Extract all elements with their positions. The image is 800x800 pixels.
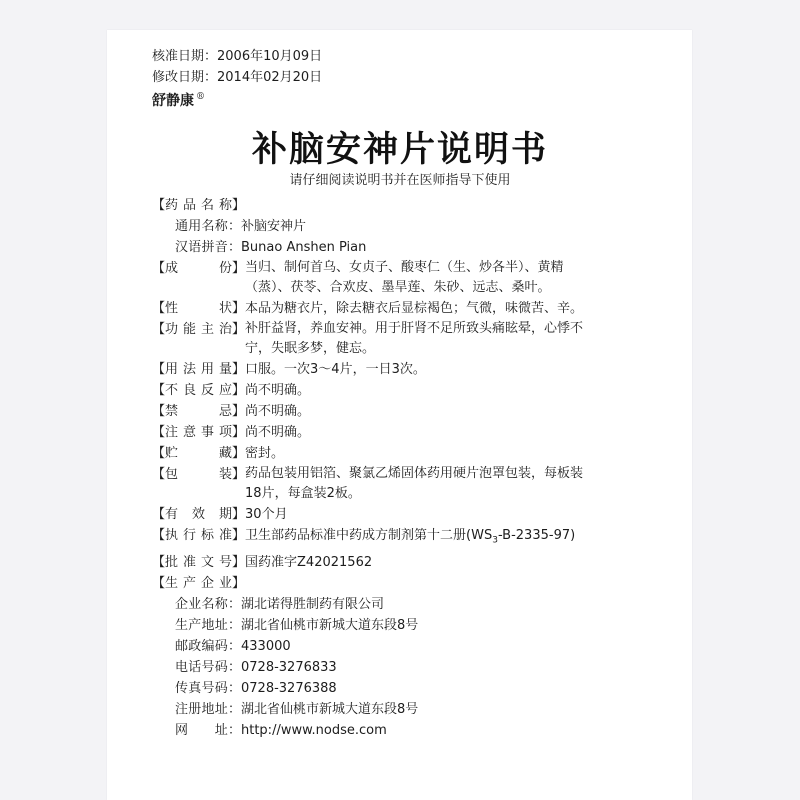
section-value: [245, 525, 592, 552]
brand-text: 舒静康: [152, 93, 194, 109]
standard-subscript: 3: [492, 535, 498, 546]
section-label: 功能主治: [165, 322, 233, 337]
field-value: 0728-3276833: [241, 659, 337, 675]
field-label: 邮政编码：: [175, 638, 241, 654]
field-value: 湖北诺得胜制药有限公司: [241, 596, 385, 612]
section-value: 尚不明确。: [245, 425, 311, 440]
validity-row: 【 有 效 期 】 30个月: [152, 504, 592, 525]
approval-dates: [152, 46, 322, 88]
field-value: 0728-3276388: [241, 680, 337, 696]
section-label: 禁 忌: [165, 404, 233, 419]
generic-name-row: [152, 216, 592, 237]
section-label: 成 份: [165, 261, 233, 276]
field-label: 通用名称：: [175, 219, 241, 234]
section-label: 包 装: [165, 467, 233, 482]
manufacturer-fax-row: [152, 678, 592, 699]
section-label: 用法用量: [165, 362, 233, 377]
field-label: 网 址：: [175, 722, 241, 738]
section-value: 尚不明确。: [245, 404, 311, 419]
package-row: 【 包 装 】 药品包装用铝箔、聚氯乙烯固体药用硬片泡罩包装，每板装18片，每盒装2板。: [152, 464, 592, 504]
leaflet-body: [152, 195, 592, 741]
field-label: 生产地址：: [175, 617, 241, 633]
indications-row: 【 功能主治 】 补肝益肾，养血安神。用于肝肾不足所致头痛眩晕，心悸不宁，失眠多梦，健忘。: [152, 319, 592, 359]
section-label: 执行标准: [165, 528, 233, 543]
section-label: 批准文号: [165, 554, 233, 570]
pinyin-row: [152, 237, 592, 258]
manufacturer-website-row: [152, 720, 592, 741]
section-label: 注意事项: [165, 425, 233, 440]
section-value: 国药准字Z42021562: [245, 554, 373, 570]
field-value: 433000: [241, 638, 291, 654]
section-drug-name: 【 药品名称 】: [152, 195, 592, 216]
manufacturer-postcode-row: [152, 636, 592, 657]
manufacturer-phone-row: [152, 657, 592, 678]
standard-row: 【 执行标准 】 卫生部药品标准中药成方制剂第十二册$(WS_3-B-2335-97)$: [152, 525, 592, 552]
manufacturer-address-row: [152, 615, 592, 636]
field-value: 湖北省仙桃市新城大道东段8号: [241, 617, 419, 633]
section-label: 药品名称: [165, 198, 233, 213]
standard-tail: -B-2335-97): [497, 528, 576, 543]
section-label: 性 状: [165, 301, 233, 316]
section-value: 当归、制何首乌、女贞子、酸枣仁（生、炒各半）、黄精（蒸）、茯苓、合欢皮、墨旱莲、朱砂、远志、桑叶。: [245, 260, 564, 295]
section-manufacturer: 【 生产企业 】: [152, 573, 592, 594]
manufacturer-registered-address-row: [152, 699, 592, 720]
section-value: 尚不明确。: [245, 383, 311, 398]
field-label: 电话号码：: [175, 659, 241, 675]
section-label: 生产企业: [165, 575, 233, 591]
appearance-row: 【 性 状 】 本品为糖衣片，除去糖衣后显棕褐色；气微，味微苦、辛。: [152, 298, 592, 319]
approval-row: 【 批准文号 】 国药准字Z42021562: [152, 552, 592, 573]
contraindications-row: 【 禁 忌 】 尚不明确。: [152, 401, 592, 422]
section-value: 药品包装用铝箔、聚氯乙烯固体药用硬片泡罩包装，每板装18片，每盒装2板。: [245, 466, 584, 501]
registered-mark: ®: [196, 92, 205, 103]
section-value: 30个月: [245, 507, 288, 522]
section-value: 密封。: [245, 446, 285, 461]
section-label: 有 效 期: [165, 507, 233, 522]
brand-name: [152, 90, 205, 110]
field-value: 湖北省仙桃市新城大道东段8号: [241, 701, 419, 717]
approval-date: 核准日期：2006年10月09日: [152, 49, 323, 64]
revision-date: 修改日期：2014年02月20日: [152, 70, 323, 85]
field-label: 企业名称：: [175, 596, 241, 612]
field-value: 补脑安神片: [241, 219, 307, 234]
section-label: 不良反应: [165, 383, 233, 398]
storage-row: 【 贮 藏 】 密封。: [152, 443, 592, 464]
website-link[interactable]: http://www.nodse.com: [241, 722, 387, 738]
section-value: 口服。一次3～4片，一日3次。: [245, 362, 426, 377]
field-label: 汉语拼音：: [175, 240, 241, 255]
precautions-row: 【 注意事项 】 尚不明确。: [152, 422, 592, 443]
manufacturer-company-row: [152, 594, 592, 615]
page-subtitle: 请仔细阅读说明书并在医师指导下使用: [289, 173, 511, 188]
section-label: 贮 藏: [165, 446, 233, 461]
page-title: 补脑安神片说明书: [251, 129, 548, 170]
adverse-row: 【 不良反应 】 尚不明确。: [152, 380, 592, 401]
field-label: 注册地址：: [175, 701, 241, 717]
standard-main: 卫生部药品标准中药成方制剂第十二册(WS: [245, 528, 493, 543]
field-value: Bunao Anshen Pian: [241, 240, 367, 255]
dosage-row: 【 用法用量 】 口服。一次3～4片，一日3次。: [152, 359, 592, 380]
section-value: 补肝益肾，养血安神。用于肝肾不足所致头痛眩晕，心悸不宁，失眠多梦，健忘。: [245, 321, 584, 356]
field-label: 传真号码：: [175, 680, 241, 696]
section-value: 本品为糖衣片，除去糖衣后显棕褐色；气微，味微苦、辛。: [245, 301, 584, 316]
ingredients-row: 【 成 份 】 当归、制何首乌、女贞子、酸枣仁（生、炒各半）、黄精（蒸）、茯苓、合欢皮、墨旱莲、朱砂、远志、桑叶。: [152, 258, 592, 298]
